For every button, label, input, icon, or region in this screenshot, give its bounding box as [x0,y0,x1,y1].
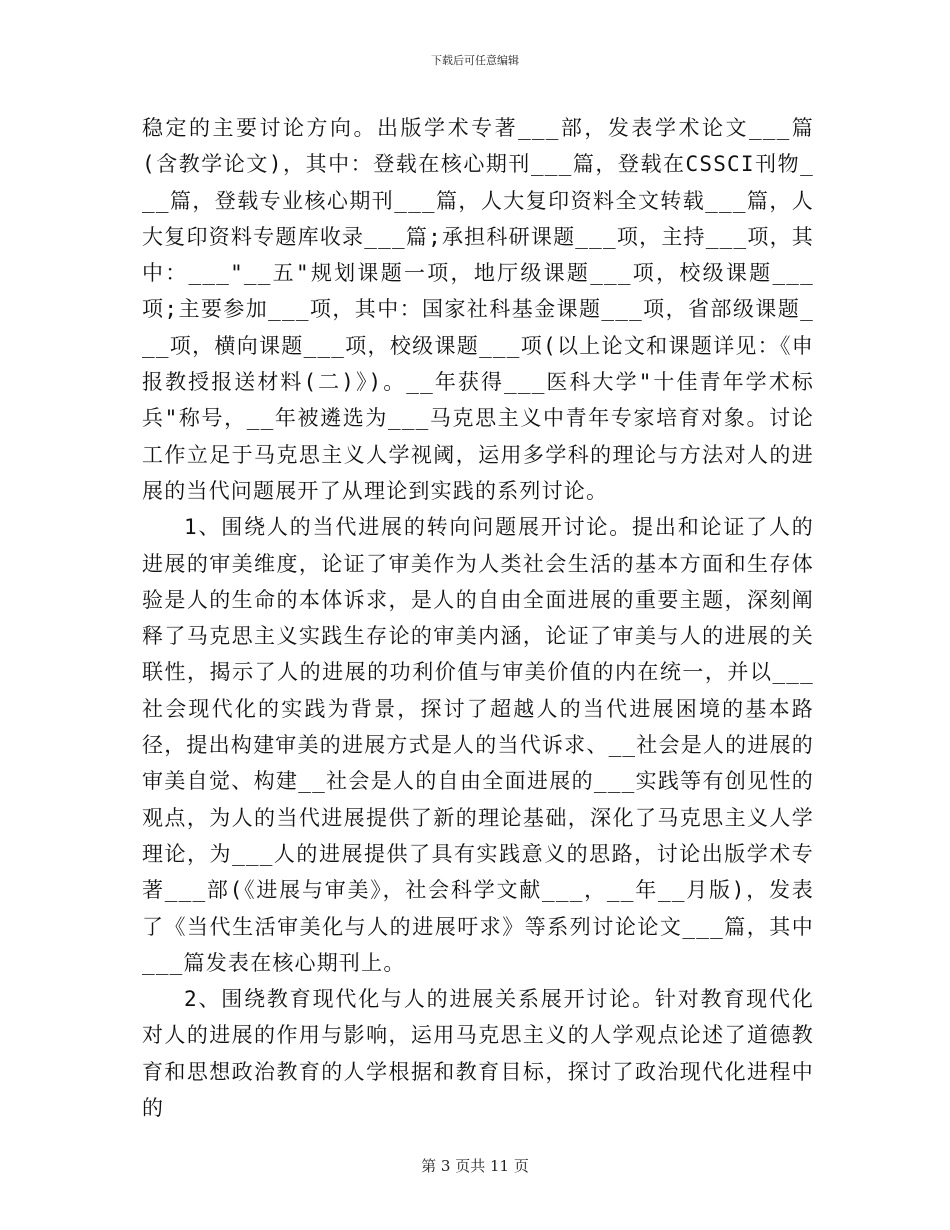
page-footer: 第 3 页共 11 页 [421,1157,529,1175]
paragraph-item-1: 1、围绕人的当代进展的转向问题展开讨论。提出和论证了人的进展的审美维度，论证了审美作为人类社会生活的基本方面和生存体验是人的生命的本体诉求，是人的自由全面进展的重要主题，深刻阐释了马克思主义实践生存论的审美内涵，论证了审美与人的进展的关联性，揭示了人的进展的功利价值与审美价值的内在统一，并以___社会现代化的实践为背景，探讨了超越人的当代进展困境的基本路径，提出构建审美的进展方式是人的当代诉求、__社会是人的进展的审美自觉、构建__社会是人的自由全面进展的___实践等有创见性的观点，为人的当代进展提供了新的理论基础，深化了马克思主义人学理论，为___人的进展提供了具有实践意义的思路，讨论出版学术专著___部(《进展与审美》，社会科学文献___，__年__月版)，发表了《当代生活审美化与人的进展吁求》等系列讨论论文___篇，其中___篇发表在核心期刊上。 [142,515,814,975]
paragraph-continued: 稳定的主要讨论方向。出版学术专著___部，发表学术论文___篇(含教学论文)，其中：登载在核心期刊___篇，登载在CSSCI刊物___篇，登载专业核心期刊___篇，人大复印资料全文转载___篇，人大复印资料专题库收录___篇;承担科研课题___项，主持___项，其中：___"__五"规划课题一项，地厅级课题___项，校级课题___项;主要参加___项，其中：国家社科基金课题___项，省部级课题___项，横向课题___项，校级课题___项(以上论文和课题详见：《申报教授报送材料(二)》)。__年获得___医科大学"十佳青年学术标兵"称号，__年被遴选为___马克思主义中青年专家培育对象。讨论工作立足于马克思主义人学视阈，运用多学科的理论与方法对人的进展的当代问题展开了从理论到实践的系列讨论。 [142,116,814,503]
document-body [142,110,814,1126]
page-header: 下载后可任意编辑 [431,54,519,67]
paragraph-item-2: 2、围绕教育现代化与人的进展关系展开讨论。针对教育现代化对人的进展的作用与影响，运用马克思主义的人学观点论述了道德教育和思想政治教育的人学根据和教育目标，探讨了政治现代化进程中的 [142,987,814,1121]
